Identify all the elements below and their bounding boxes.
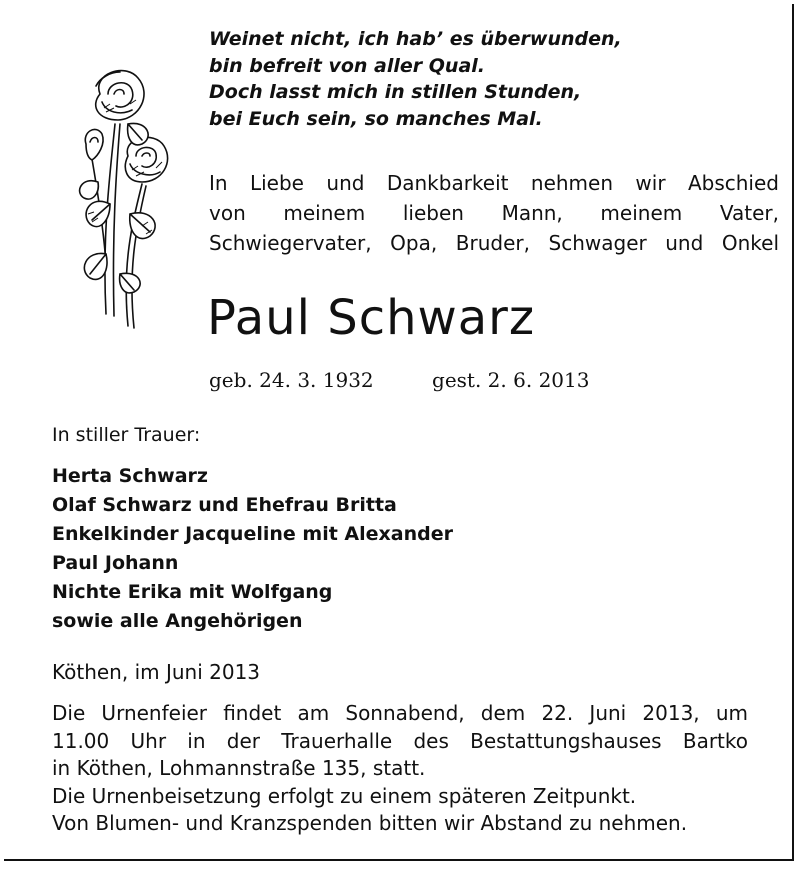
farewell-line: von meinem lieben Mann, meinem Vater, — [209, 201, 779, 225]
death-date: gest. 2. 6. 2013 — [432, 368, 590, 392]
mourner-name: Herta Schwarz — [52, 465, 208, 487]
notice-line: Die Urnenbeisetzung erfolgt zu einem späteren Zeitpunkt. — [52, 783, 637, 808]
mourner-name: Paul Johann — [52, 552, 179, 574]
notice-line: Die Urnenfeier findet am Sonnabend, dem 22. Juni 2013, um — [52, 701, 748, 725]
mourner-name: sowie alle Angehörigen — [52, 610, 303, 632]
mourner-name: Enkelkinder Jacqueline mit Alexander — [52, 523, 453, 545]
poem-line: bei Euch sein, so manches Mal. — [209, 107, 543, 130]
mourners-list — [52, 462, 453, 636]
farewell-line: Schwiegervater, Opa, Bruder, Schwager und Onkel — [209, 231, 779, 255]
mourning-label: In stiller Trauer: — [52, 424, 201, 446]
notice-line: in Köthen, Lohmannstraße 135, statt. — [52, 756, 426, 780]
life-dates — [209, 368, 589, 392]
place-date: Köthen, im Juni 2013 — [52, 660, 261, 684]
birth-date: geb. 24. 3. 1932 — [209, 368, 374, 392]
notice-line: Von Blumen- und Kranzspenden bitten wir Abstand zu nehmen. — [52, 811, 688, 835]
mourner-name: Nichte Erika mit Wolfgang — [52, 581, 333, 603]
mourner-name: Olaf Schwarz und Ehefrau Britta — [52, 494, 397, 516]
poem-line: Weinet nicht, ich hab’ es überwunden, — [209, 28, 622, 50]
poem-line: Doch lasst mich in stillen Stunden, — [209, 81, 582, 103]
funeral-notice — [52, 700, 748, 838]
poem — [209, 26, 622, 132]
notice-line: 11.00 Uhr in der Trauerhalle des Bestattungshauses Bartko — [52, 728, 748, 753]
farewell-line: In Liebe und Dankbarkeit nehmen wir Abschied — [209, 171, 779, 195]
poem-line: bin befreit von aller Qual. — [209, 54, 486, 77]
deceased-name: Paul Schwarz — [207, 290, 536, 346]
farewell-text — [209, 168, 779, 258]
rose-illustration — [70, 64, 185, 339]
